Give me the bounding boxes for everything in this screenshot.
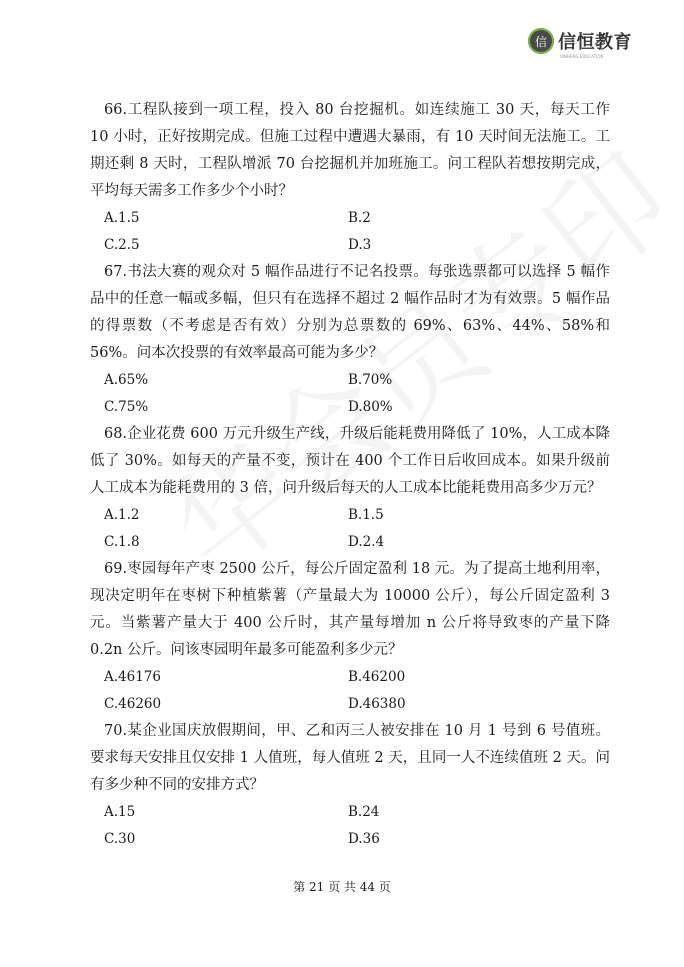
brand-logo bbox=[528, 28, 632, 59]
question-69 bbox=[90, 556, 610, 718]
option-c: C.46260 bbox=[104, 696, 162, 712]
logo-subtext: XINHENG EDUCATION bbox=[560, 54, 604, 59]
option-a: A.15 bbox=[104, 804, 136, 820]
option-d: D.2.4 bbox=[348, 534, 385, 550]
option-c: C.2.5 bbox=[104, 237, 140, 253]
question-68 bbox=[90, 421, 610, 556]
option-b: B.1.5 bbox=[348, 507, 384, 523]
option-a: A.46176 bbox=[104, 669, 161, 685]
option-d: D.36 bbox=[348, 831, 380, 847]
question-70 bbox=[90, 718, 610, 853]
question-text: 70.某企业国庆放假期间，甲、乙和丙三人被安排在 10 月 1 号到 6 号值班。要求每天安排且仅安排 1 人值班，每人值班 2 天，且同一人不连续值班 2 天。问有多少种不同的安排方式？ bbox=[90, 723, 610, 793]
question-66 bbox=[90, 97, 610, 259]
option-b: B.46200 bbox=[348, 669, 406, 685]
option-a: A.1.5 bbox=[104, 210, 140, 226]
question-text: 67.书法大赛的观众对 5 幅作品进行不记名投票。每张选票都可以选择 5 幅作品中的任意一幅或多幅，但只有在选择不超过 2 幅作品时才为有效票。5 幅作品的得票数（不考虑是否有效）分别为总票数的 69%、63%、44%、58%和 56%。问本次投票的有效率最高可能为多少？ bbox=[90, 264, 610, 361]
option-group bbox=[104, 799, 610, 853]
option-group bbox=[104, 367, 610, 421]
option-a: A.65% bbox=[104, 372, 149, 388]
page-number: 第 21 页 共 44 页 bbox=[293, 880, 391, 894]
option-c: C.1.8 bbox=[104, 534, 140, 550]
option-d: D.80% bbox=[348, 399, 393, 415]
option-group bbox=[104, 502, 610, 556]
question-text: 69.枣园每年产枣 2500 公斤，每公斤固定盈利 18 元。为了提高土地利用率，现决定明年在枣树下种植紫薯（产量最大为 10000 公斤），每公斤固定盈利 3 元。当紫薯产量大于 400 公斤时，其产量每增加 n 公斤将导致枣的产量下降 0.2n 公斤。问该枣园明年最多可能盈利多少元？ bbox=[90, 561, 610, 658]
logo-icon: 信 bbox=[528, 28, 554, 54]
question-67 bbox=[90, 259, 610, 421]
option-group bbox=[104, 205, 610, 259]
option-c: C.30 bbox=[104, 831, 136, 847]
option-d: D.46380 bbox=[348, 696, 406, 712]
option-b: B.24 bbox=[348, 804, 380, 820]
question-text: 68.企业花费 600 万元升级生产线，升级后能耗费用降低了 10%，人工成本降低了 30%。如每天的产量不变，预计在 400 个工作日后收回成本。如果升级前人工成本为能耗费用的 3 倍，问升级后每天的人工成本比能耗费用高多少万元？ bbox=[90, 426, 610, 496]
option-b: B.70% bbox=[348, 372, 393, 388]
question-text: 66.工程队接到一项工程，投入 80 台挖掘机。如连续施工 30 天，每天工作 10 小时，正好按期完成。但施工过程中遭遇大暴雨，有 10 天时间无法施工。工期还剩 8 天时，工程队增派 70 台挖掘机并加班施工。问工程队若想按期完成，平均每天需多工作多少个小时？ bbox=[90, 102, 610, 199]
option-d: D.3 bbox=[348, 237, 372, 253]
option-b: B.2 bbox=[348, 210, 371, 226]
logo-text: 信恒教育 bbox=[558, 32, 632, 53]
option-c: C.75% bbox=[104, 399, 149, 415]
question-list bbox=[90, 97, 610, 853]
option-group bbox=[104, 664, 610, 718]
option-a: A.1.2 bbox=[104, 507, 140, 523]
